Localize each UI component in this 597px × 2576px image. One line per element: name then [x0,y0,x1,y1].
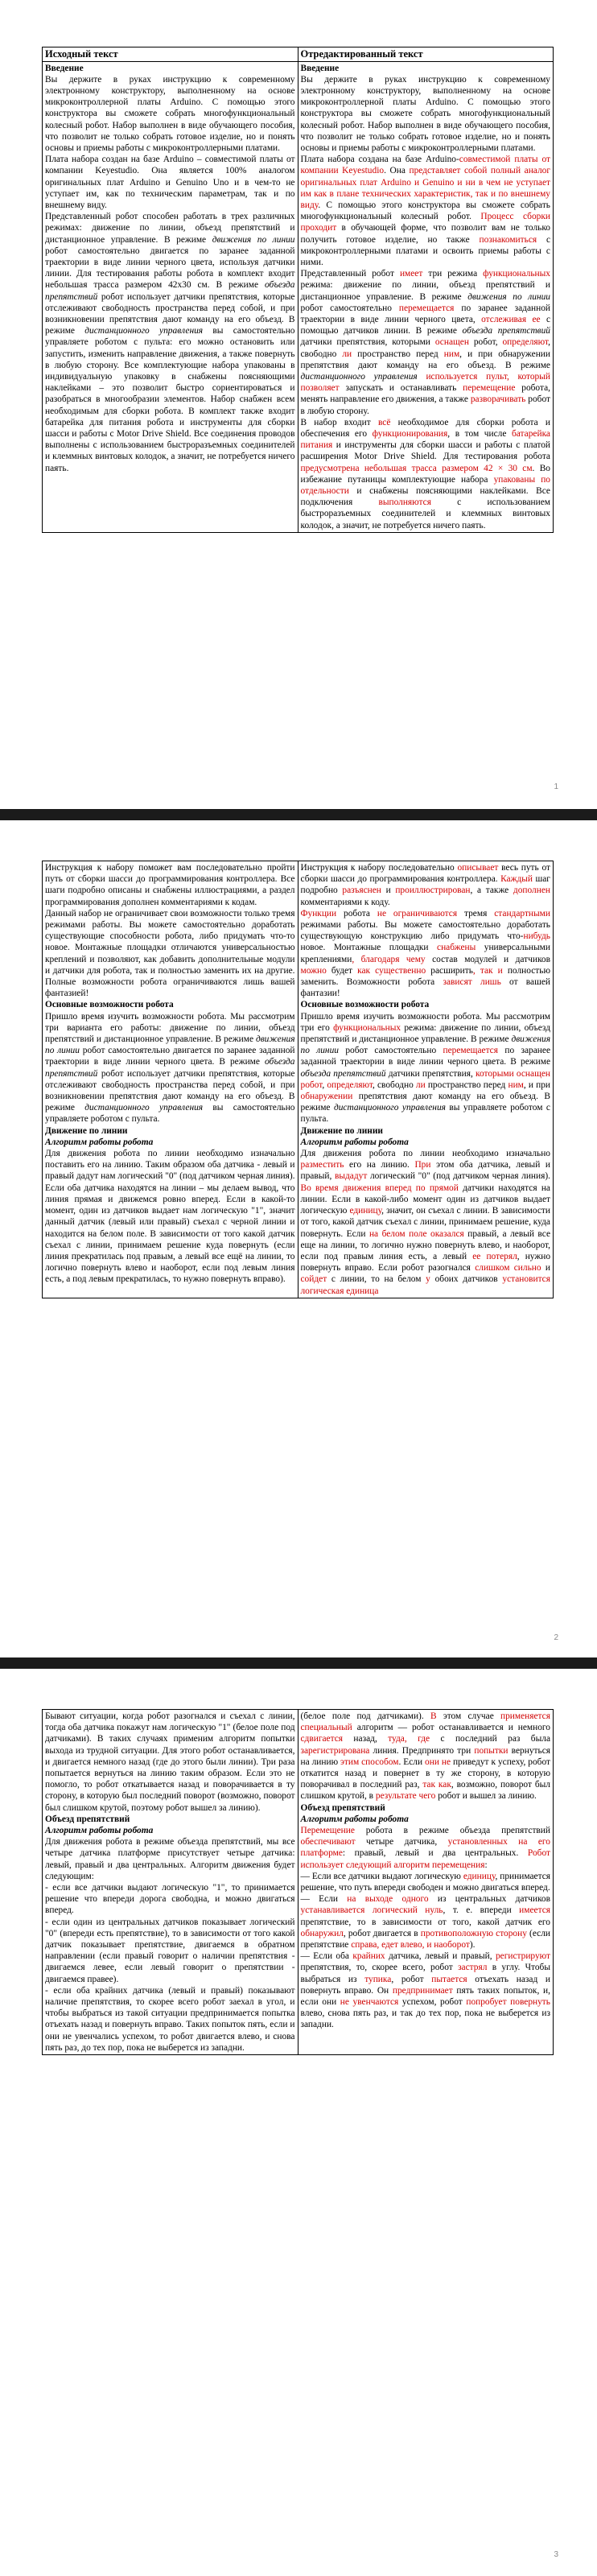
edited-fragment: на выходе одного [347,1894,429,1905]
paragraph: Пришло время изучить возможности робота. Мы рассмотрим три его функциональных режима: движение по линии, объезд препятствий и дистанционное управление. В режиме движения по линии робот самостоятельно перемещается по заранее заданной траектории в виде линии черного цвета. В режиме объезда препятствий датчики препятствия, которыми оснащен робот, определяют, свободно ли пространство перед ним, и при обнаружении препятствия дают команду на его объезд. В режиме дистанционного управления вы управляете роботом с пульта. [300,1011,551,1125]
paragraph: Пришло время изучить возможности робота. Мы рассмотрим три варианта его работы: движение по линии, объезд препятствий и дистанционное управление. В режиме движения по линии робот самостоятельно двигается по заранее заданной траектории в виде линии черного цвета. В режиме объезда препятствий робот использует датчики препятствия, которые отслеживают свободность пространства перед собой, и при возникновении препятствия дают команду на его объезд. В режиме дистанционного управления вы самостоятельно управляете роботом с пульта. [45,1011,295,1125]
edited-fragment: используется пульт, который позволяет [300,371,550,394]
edited-text-cell [298,61,554,532]
section-heading: Движение по линии [300,1125,383,1136]
edited-fragment: противоположную сторону [420,1928,527,1938]
edited-fragment: ее потерял [467,1251,517,1261]
italic-term: дистанционного управления [84,1103,204,1113]
edited-fragment: Функции [300,908,337,919]
edited-fragment: предусмотрена небольшая трасса размером 42 × 30 см [300,463,533,473]
edited-fragment: упакованы по отдельности [300,474,550,497]
paragraph: (белое поле под датчиками). В этом случае применяется специальный алгоритм — робот останавливается и немного сдвигается назад, туда, где с последний раз была зарегистрирована линия. Предпринято три попытки вернуться на линию этим способом. Если они не приведут к успеху, робот откатится назад и повернет в ту же сторону, в которую поворачивал в последний раз, так как, возможно, поворот был слишком крутой, в результате чего робот и вышел за линию. [300,1711,551,1802]
paragraph: Представленный робот имеет три режима функциональных режима: движение по линии, объезд препятствий и дистанционное управление. В режиме движения по линии робот самостоятельно перемещается по заранее заданной траектории в виде линии черного цвета, отслеживая ее с помощью датчиков линии. В режиме объезда препятствий датчики препятствия, которыми оснащен робот, определяют, свободно ли пространство перед ним, и при обнаружении препятствия дают команду на его объезд. В режиме дистанционного управления используется пульт, который позволяет запускать и останавливать перемещение робота, менять направление его движения, а также разворачивать робот в любую сторону. [300,269,551,416]
edited-fragment: ним [443,349,460,359]
edited-fragment: результате чего [375,1791,436,1802]
section-heading: Объезд препятствий [300,1802,385,1813]
edited-fragment: батарейка питания [300,429,550,451]
italic-term: дистанционного управления [333,1103,446,1113]
edited-fragment: сойдет [300,1274,327,1285]
original-text-cell [43,61,298,532]
page-number: 3 [554,2550,558,2559]
edited-fragment: познакомиться [479,234,537,245]
edited-fragment: определяют [502,337,549,348]
table-row [43,861,554,1298]
edited-fragment: всё [377,417,391,427]
page-separator [0,809,597,820]
edited-fragment: установленных на его платформе [300,1837,550,1859]
section-heading: Движение по линии [45,1125,128,1136]
edited-fragment: имеется [519,1905,550,1916]
paragraph: Для движения робота по линии необходимо изначально разместить его на линию. При этом оба датчика, левый и правый, выдадут логический "0" (под датчиком черная линия). Во время движения вперед по прямой датчики находятся на линии. Если в какой-либо момент один из датчиков выдает логическую единицу, значит, он съехал с линии. В зависимости от того, какой датчик съехал с линии, принимаем решение, куда повернуть. Если на белом поле оказался правый, а левый все еще на линии, то логично нужно повернуть влево, и наоборот, если под правым линия есть, а левый ее потерял, нужно повернуть вправо. Если робот разогнался слишком сильно и сойдет с линии, то на белом у обоих датчиков установится логическая единица [300,1149,551,1296]
paragraph: В набор входит всё необходимое для сборки робота и обеспечения его функционирования, в том числе батарейка питания и инструменты для сборки шасси и работы с платой расширения Motor Drive Shield. Для тестирования робота предусмотрена небольшая трасса размером 42 × 30 см. Во избежание путаницы комплектующие набора упакованы по отдельности и снабжены поясняющими наклейками. Все подключения выполняются с использованием быстроразъемных соединителей и клеммных винтовых колодок, а значит, не потребуется ничего паять. [300,417,551,530]
paragraph: Бывают ситуации, когда робот разогнался и съехал с линии, тогда оба датчика покажут нам логическую "1" (белое поле под датчиками). В таких случаях применим алгоритм попытки выхода из трудной ситуации. Для этого робот останавливается, и двигается немного назад (где до этого были линии). Три раза попытается вернуться на линию таким образом. Если это не помогло, то робот откатывается назад и поворачивается в ту сторону, в которую был последний поворот (возможно, поворот был слишком крутой, поэтому робот вышел за линию). [45,1711,295,1813]
page-number: 2 [554,1633,558,1642]
edited-fragment: пытается [431,1974,467,1984]
edited-fragment: попробует повернуть [466,1997,550,2008]
page-3 [0,1669,597,2576]
edited-fragment: попытки [474,1745,508,1756]
edited-fragment: перемещается [398,303,455,313]
edited-text-cell [298,1710,554,2055]
edited-fragment: не ограничиваются [377,908,458,919]
italic-term: дистанционного управления [300,371,418,382]
paragraph: Для движения робота в режиме объезда препятствий, мы все четыре датчика платформе присутствует четыре датчика: левый, правый и два центральных. Алгоритм движения будет следующим: [45,1837,295,1881]
edited-fragment: нибудь [523,931,550,942]
edited-fragment: перемещение [463,383,516,394]
edited-fragment: тупика [364,1974,392,1984]
paragraph: — Если на выходе одного из центральных датчиков устанавливается логический нуль, т. е. впереди имеется препятствие, то в зависимости от того, какой датчик его обнаружил, робот двигается в противоположную сторону (если препятствие справа, едет влево, и наоборот). [300,1894,550,1951]
paragraph: — Если все датчики выдают логическую единицу, принимается решение, что путь впереди свободен и можно двигаться вперед. [300,1871,551,1893]
edited-fragment: Процесс сборки проходит [300,212,550,233]
section-heading: Объезд препятствий [45,1814,130,1824]
page-separator [0,1657,597,1669]
edited-fragment: проиллюстрирован [395,886,471,896]
paragraph: Плата набора создан на базе Arduino – совместимой платы от компании Keyestudio. Она является 100% аналогом оригинальных плат Arduino и Genuino Uno и в чем-то не уступает им, как по техническим параметрам, так и по внешнему виду. [45,155,295,210]
edited-fragment: зависят лишь [443,977,501,988]
paragraph: Плата набора создана на базе Arduino-совместимой платы от компании Keyestudio. Она представляет собой полный аналог оригинальных плат Arduino и Genuino и ни в чем не уступает им как в плане технических характеристик, так и по внешнему виду. С помощью этого конструктора вы сможете собрать многофункциональный колесный робот. Процесс сборки проходит в обучающей форме, что позволит вам не только получить готовое изделие, но также познакомиться с микроконтроллерными платами и освоить приемы работы с ними. [300,155,551,267]
italic-term: движения по линии [45,1034,295,1056]
edited-fragment: так как [422,1780,451,1790]
edited-fragment: застрял [458,1963,488,1973]
edited-fragment: у [426,1274,430,1285]
edited-fragment: оснащен [434,337,469,348]
edited-fragment: туда, где [388,1734,430,1744]
comparison-table-1 [42,47,554,533]
edited-fragment: совместимой платы от компании Keyestudio [300,155,550,176]
original-text-cell [43,861,298,1298]
paragraph: Инструкция к набору поможет вам последовательно пройти путь от сборки шасси до программирования контроллера. Все шаги подробно описаны и снабжены иллюстрациями, а раздел программирования дополнен комментариями к кодам. [45,863,295,907]
italic-term: движения по линии [212,234,295,245]
paragraph: Инструкция к набору последовательно описывает весь путь от сборки шасси до программирования контроллера. Каждый шаг подробно разъяснен и проиллюстрирован, а также дополнен комментариями к коду. [300,863,550,907]
subsection-heading: Алгоритм работы робота [300,1137,409,1147]
italic-term: объезда препятствий [300,1068,386,1079]
page-1 [0,0,597,809]
section-heading: Основные возможности робота [45,1000,174,1010]
edited-fragment: стандартными [494,908,550,919]
edited-fragment: Робот использует следующий алгоритм перемещения [300,1848,550,1870]
italic-term: объезда препятствий [462,326,551,336]
edited-fragment: установится логическая единица [300,1274,550,1296]
edited-fragment: не увенчаются [340,1997,399,2008]
edited-fragment: единицу [349,1206,382,1216]
edited-fragment: они не [425,1757,451,1767]
paragraph: - если оба крайних датчика (левый и правый) показывают наличие препятствия, то скорее всего робот заехал в угол, и чтобы выбраться из такой ситуации предпринимается попытка отъехать назад и повернуть вправо. Таких попыток пять, если и они не увенчались успехом, то робот двигается влево, и снова пять раз, до тех пор, пока не выберется из западни. [45,1985,295,2053]
section-heading: Введение [300,63,340,73]
edited-fragment: разворачивать [470,394,526,405]
subsection-heading: Алгоритм работы робота [300,1814,409,1824]
edited-fragment: снабжены [437,943,476,953]
edited-fragment: зарегистрирована [300,1745,370,1756]
edited-fragment: дополнен [513,886,550,896]
paragraph: Данный набор не ограничивает свои возможности только тремя режимами работы. Вы можете самостоятельно доработать существующие способности робота, либо придумать что-то новое. Монтажные площадки отличаются универсальностью креплений и позволяют, как добавить дополнительные модули и датчики для робота, так и полностью заменить их на другие. Полные возможности робота ограничиваются лишь вашей фантазией! [45,908,295,999]
edited-fragment: применяется специальный [300,1711,550,1733]
header-edited: Отредактированный текст [298,47,554,62]
edited-fragment: справа, едет влево, и наоборот [351,1940,470,1951]
edited-fragment: Перемещение [300,1826,355,1836]
edited-fragment: выполняются [378,497,431,508]
edited-fragment: ним [508,1080,524,1090]
italic-term: объезда препятствий [45,1057,295,1079]
italic-term: дистанционного управления [84,326,204,336]
paragraph: Для движения робота по линии необходимо изначально поставить его на линию. Таким образом оба датчика - левый и правый дадут нам логический "0" (под датчиком черная линия). Если оба датчика находятся на линии – мы делаем вывод, что линия прямая и движемся ровно вперед. Если в какой-то момент, один из датчиков выдает нам логическую "1", значит данный датчик (левый или правый) съехал с черной линии и находится на белом поле. В зависимости от того какой датчик съехал с линии, принимаем решение куда повернуть (если линия прекратилась под правым, а левый все ещё на линии, то логично повернуть влево и наоборот, если под левым линия есть, а под левым прекратилась, то нужно повернуть вправо). [45,1149,295,1285]
comparison-table-2 [42,861,554,1298]
edited-fragment: этим способом [340,1757,399,1767]
paragraph: Функции робота не ограничиваются тремя стандартными режимами работы. Вы можете самостоятельно доработать существующую конструкцию либо придумать что-нибудь новое. Монтажные площадки снабжены универсальными креплениями, благодаря чему состав модулей и датчиков можно будет как существенно расширить, так и полностью заменить. Возможности робота зависят лишь от вашей фантазии! [300,908,550,999]
edited-fragment: можно [300,965,327,976]
edited-fragment: ли [342,349,352,359]
edited-fragment: предпринимает [392,1985,453,1996]
edited-fragment: на белом поле оказался [368,1228,464,1239]
paragraph: - если все датчики выдают логическую "1", то принимается решение что впереди дорога свободна, и можно двигаться вперед. [45,1883,295,1916]
edited-fragment: представляет собой полный аналог оригинальных плат Arduino и Genuino и ни в чем не уступает им как в плане технических характеристик, так и по внешнему виду [300,166,551,210]
edited-fragment: , благодаря чему [352,954,426,964]
paragraph: Перемещение робота в режиме объезда препятствий обеспечивают четыре датчика, установленных на его платформе: правый, левый и два центральных. Робот использует следующий алгоритм перемещения: [300,1826,550,1870]
subsection-heading: Алгоритм работы робота [45,1137,154,1147]
italic-term: объезда препятствий [45,280,295,302]
edited-fragment: разместить [300,1160,344,1170]
comparison-table-3 [42,1709,554,2055]
edited-fragment: сдвигается [300,1734,344,1744]
edited-fragment: В [430,1711,437,1721]
edited-fragment: функционирования [372,429,448,439]
section-heading: Основные возможности робота [300,1000,430,1010]
edited-fragment: При [414,1160,431,1170]
paragraph: - если один из центральных датчиков показывает логический "0" (впереди есть препятствие), то в зависимости от того какой датчик показывает препятствие, двигаемся в обратном направлении (если правый говорит о наличии препятствия - двигаемся левее, если левый говорит о препятствии - двигаемся правее). [45,1917,295,1984]
paragraph: Вы держите в руках инструкцию к современному электронному конструктору, выполненному на основе микроконтроллерной платы Arduino. С помощью этого конструктора вы сможете собрать многофункциональный колесный робот. Набор выполнен в виде обучающего пособия, что позволит не только собрать готовое изделие, но и понять основы и приемы работы с микроконтроллерными платами. [300,74,550,153]
edited-fragment: Во время движения вперед по прямой [300,1183,459,1193]
edited-fragment: разъяснен [342,886,381,896]
edited-fragment: как существенно [357,965,426,976]
paragraph: Представленный робот способен работать в трех различных режимах: движение по линии, объезд препятствий и дистанционное управление. В режиме движения по линии робот самостоятельно двигается по заранее заданной траектории в виде линии черного цвета, используя датчики линии. Для тестирования работы робота в комплект входит небольшая трасса размером 42х30 см. В режиме объезда препятствий робот использует датчики препятствия, которые отслеживают свободность пространства перед собой, и при возникновении препятствия дают команду на его объезд. В режиме дистанционного управления вы самостоятельно управляете роботом с пульта: его можно остановить или запустить, изменить направление движения, а также повернуть в любую сторону. Все комплектующие набора упакованы в индивидуальную упаковку в снабжены поясняющими наклейками – это позволит быстро сориентироваться и разобраться в многообразии элементов. Набор снабжен всем необходимым для сборки робота. В комплект также входит батарейка для питания робота и инструменты для сборки шасси и работы с Motor Drive Shield. Все соединения проводов выполнены с использованием быстроразъемных соединителей и клеммных винтовых колодок, а значит, не потребуется ничего паять. [45,212,295,473]
edited-fragment: имеет [399,269,423,279]
edited-fragment: регистрируют [495,1951,550,1962]
edited-fragment: отслеживая ее [481,314,541,324]
edited-fragment: единицу [463,1871,496,1881]
page-2 [0,820,597,1657]
edited-fragment: определяют [327,1080,373,1090]
edited-fragment: функциональных [483,269,550,279]
edited-fragment: слишком сильно [475,1263,541,1274]
paragraph: Вы держите в руках инструкцию к современному электронному конструктору, выполненному на основе микроконтроллерной платы Arduino. С помощью этого конструктора вы сможете собрать многофункциональный колесный робот. Набор выполнен в виде обучающего пособия, что позволит не только собрать готовое изделие, но и понять основы и приемы работы с микроконтроллерными платами. [45,74,295,153]
header-original: Исходный текст [43,47,298,62]
table-row [43,1710,554,2055]
original-text-cell [43,1710,298,2055]
edited-fragment: устанавливается логический нуль [300,1905,443,1916]
edited-text-cell [298,861,554,1298]
italic-term: движения по линии [467,291,550,302]
section-heading: Введение [45,63,84,73]
edited-fragment: ли [415,1080,426,1090]
edited-fragment: , так и [472,965,503,976]
paragraph: — Если оба крайних датчика, левый и правый, регистрируют препятствия, то, скорее всего, робот застрял в углу. Чтобы выбраться из тупика, робот пытается отъехать назад и повернуть вправо. Он предпринимает пять таких попыток, и, если они не увенчаются успехом, робот попробует повернуть влево, снова пять раз, и так до тех пор, пока не выберется из западни. [300,1951,550,2030]
table-header-row [43,47,554,62]
edited-fragment: обнаружении [300,1092,353,1102]
edited-fragment: функциональных [333,1022,401,1033]
edited-fragment: крайних [352,1951,385,1962]
table-row [43,61,554,532]
edited-fragment: обнаружил [300,1928,344,1938]
italic-term: движения по линии [300,1034,550,1056]
edited-fragment: Каждый [500,874,533,885]
edited-fragment: обеспечивают [300,1837,356,1847]
edited-fragment: описывает [457,863,499,873]
subsection-heading: Алгоритм работы робота [45,1826,154,1836]
edited-fragment: которыми оснащен робот [300,1068,550,1090]
edited-fragment: перемещается [443,1046,498,1056]
page-number: 1 [554,782,558,791]
edited-fragment: выдадут [334,1171,368,1182]
